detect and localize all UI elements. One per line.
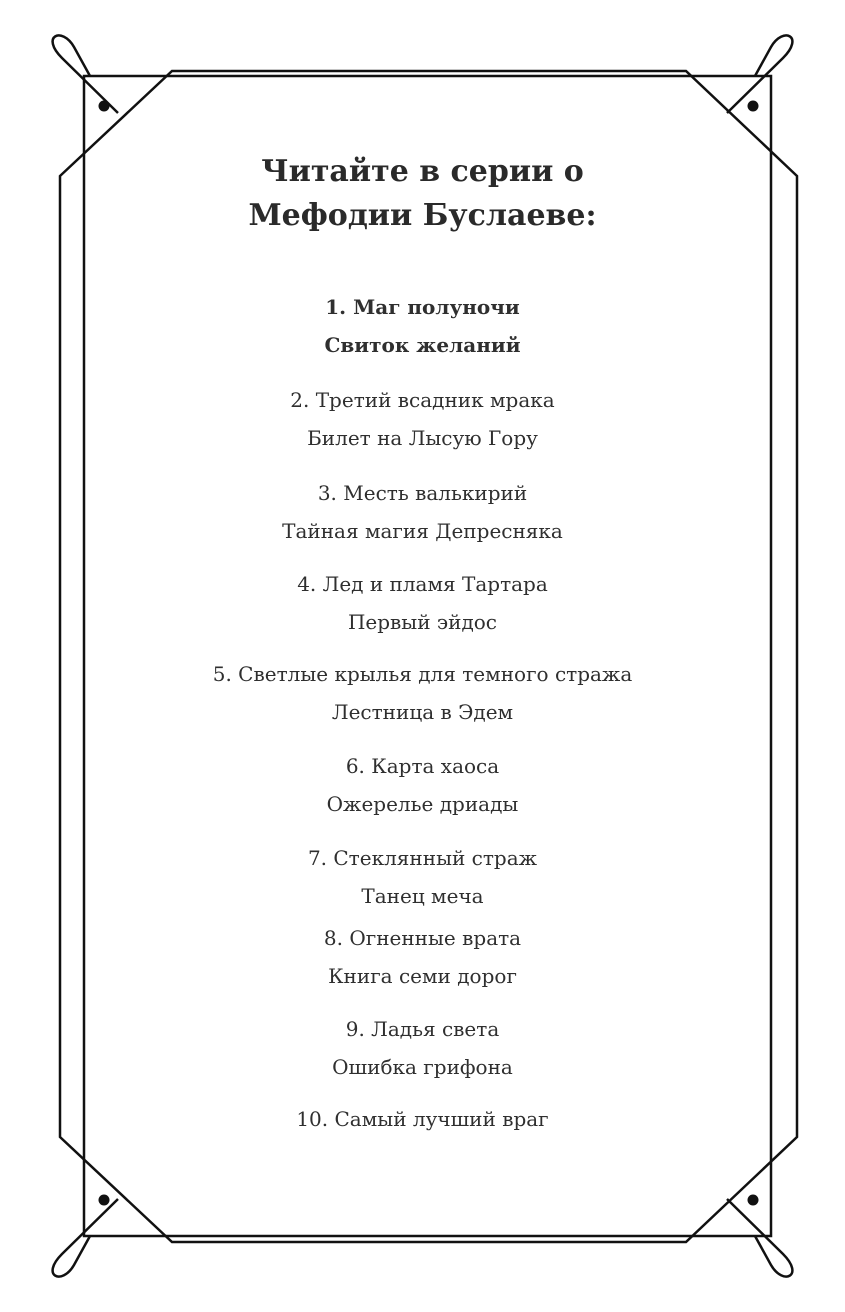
title-line-2: Мефодии Буслаеве: — [248, 198, 597, 233]
book-title: 2. Третий всадник мрака — [290, 388, 555, 412]
book-title: 6. Карта хаоса — [345, 754, 500, 778]
book-subtitle: Тайная магия Депресняка — [282, 519, 563, 543]
book-title: 4. Лед и пламя Тартара — [297, 572, 548, 596]
corner-loop-top-left — [53, 35, 118, 113]
book-title: 1. Маг полуночи — [325, 295, 520, 319]
book-item-1 — [150, 288, 695, 364]
book-subtitle: Билет на Лысую Гору — [307, 426, 538, 450]
book-title: 5. Светлые крылья для темного стража — [212, 662, 633, 686]
book-title: 9. Ладья света — [345, 1017, 500, 1041]
corner-loop-bottom-left — [53, 1199, 118, 1277]
book-title: 7. Стеклянный страж — [307, 846, 538, 870]
book-item-5 — [150, 655, 695, 731]
corner-dot-top-left — [99, 101, 110, 112]
corner-dot-bottom-left — [99, 1195, 110, 1206]
book-subtitle: Свиток желаний — [324, 333, 521, 357]
book-item-10 — [150, 1100, 695, 1138]
book-item-2 — [150, 381, 695, 457]
book-subtitle: Ошибка грифона — [332, 1055, 513, 1079]
book-item-7 — [150, 839, 695, 915]
book-title: 8. Огненные врата — [323, 926, 522, 950]
book-subtitle: Книга семи дорог — [328, 964, 517, 988]
book-subtitle: Ожерелье дриады — [326, 792, 519, 816]
book-item-6 — [150, 747, 695, 823]
book-subtitle: Первый эйдос — [347, 610, 498, 634]
book-item-4 — [150, 565, 695, 641]
corner-loop-top-right — [727, 35, 792, 113]
book-list — [150, 0, 695, 1312]
book-title: 10. Самый лучший враг — [296, 1107, 549, 1131]
corner-loop-bottom-right — [727, 1199, 792, 1277]
book-item-3 — [150, 474, 695, 550]
book-item-9 — [150, 1010, 695, 1086]
book-item-8 — [150, 919, 695, 995]
corner-dot-bottom-right — [748, 1195, 759, 1206]
book-subtitle: Танец меча — [361, 884, 484, 908]
title-line-1: Читайте в серии о — [261, 154, 584, 189]
corner-dot-top-right — [748, 101, 759, 112]
book-subtitle: Лестница в Эдем — [331, 700, 514, 724]
book-title: 3. Месть валькирий — [317, 481, 528, 505]
